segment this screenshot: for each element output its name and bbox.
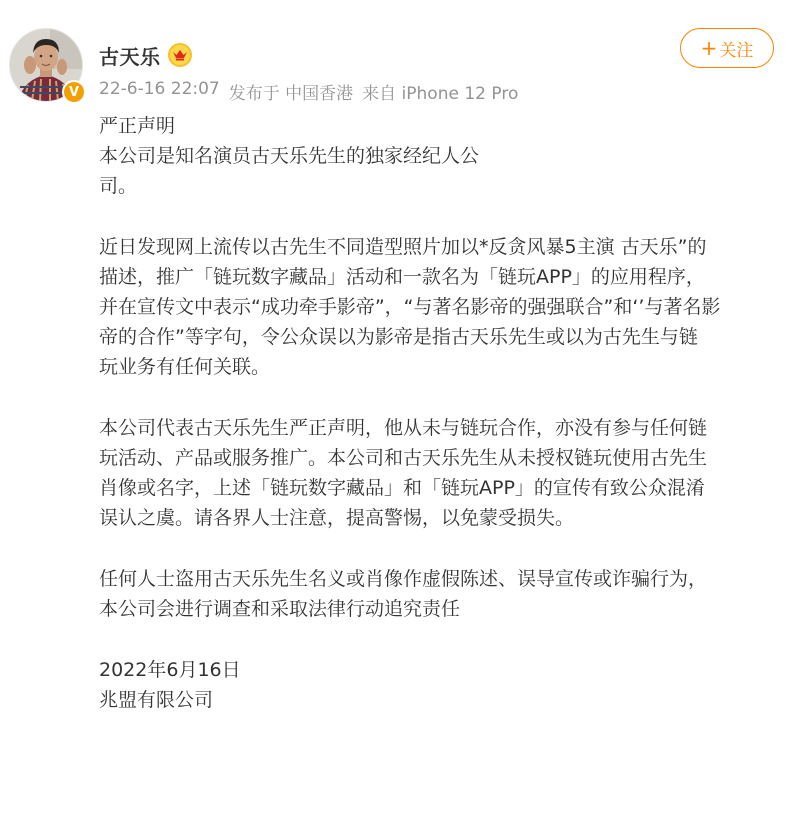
- paragraph-legal-warning: 任何人士盗用古天乐先生名义或肖像作虚假陈述、误导宣传或诈骗行为， 本公司会进行调查和采取法律行动追究责任: [99, 568, 708, 620]
- post-meta: [99, 79, 518, 104]
- post-content: [99, 111, 789, 715]
- vip-crown-icon[interactable]: [167, 42, 193, 68]
- follow-button[interactable]: [680, 28, 774, 68]
- verified-badge-icon: [62, 80, 86, 104]
- paragraph-title-intro: 严正声明 本公司是知名演员古天乐先生的独家经纪人公 司。: [99, 115, 480, 197]
- verified-mark: V: [64, 82, 84, 102]
- follow-label: 关注: [719, 40, 754, 61]
- author-name[interactable]: 古天乐: [99, 44, 161, 69]
- plus-icon: +: [700, 36, 718, 60]
- post-time[interactable]: 22-6-16 22:07: [99, 79, 220, 99]
- post-source: 来自 iPhone 12 Pro: [362, 84, 519, 104]
- post-location: 发布于 中国香港: [228, 84, 354, 104]
- paragraph-declaration: 本公司代表古天乐先生严正声明，他从未与链玩合作，亦没有参与任何链 玩活动、产品或服务推广。本公司和古天乐先生从未授权链玩使用古先生 肖像或名字，上述「链玩数字藏品」和「链玩APP」的宣传有致公众混淆 误认之虞。请各界人士注意，提高警惕，以免蒙受损失。: [99, 417, 708, 529]
- author-avatar[interactable]: [9, 28, 83, 102]
- paragraph-signature: 2022年6月16日 兆盟有限公司: [99, 659, 241, 711]
- author-name-row: [99, 41, 193, 69]
- paragraph-background: 近日发现网上流传以古先生不同造型照片加以*反贪风暴5主演 古天乐”的 描述，推广「链玩数字藏品」活动和一款名为「链玩APP」的应用程序， 并在宣传文中表示“成功牵手影帝”，“与著名影帝的强强联合”和‘’与著名影 帝的合作”等字句，令公众误以为影帝是指古天乐先生或以为古先生与链 玩业务有任何关联。: [99, 236, 721, 378]
